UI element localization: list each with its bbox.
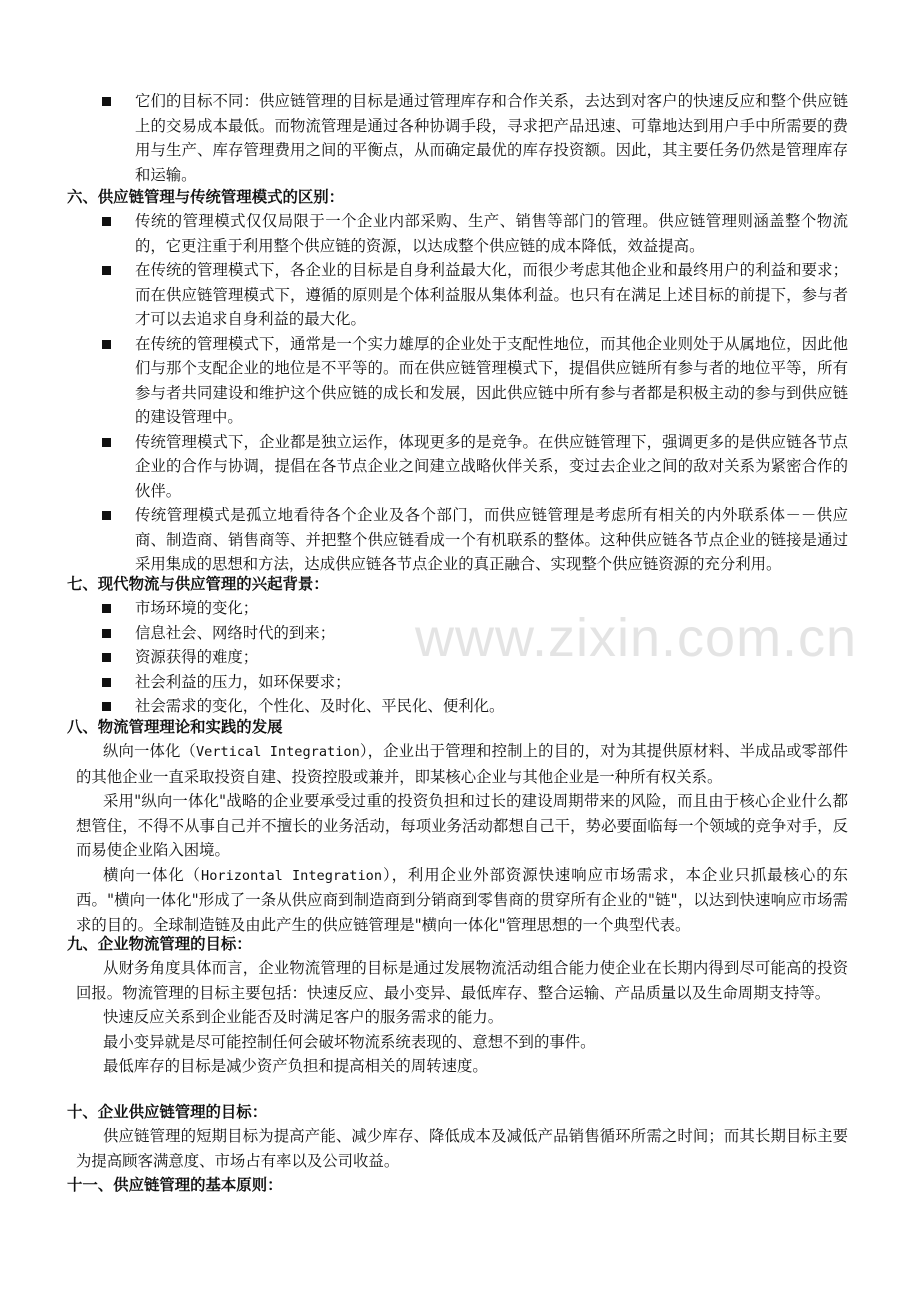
square-bullet-icon bbox=[102, 511, 111, 520]
list-item-text: 它们的目标不同：供应链管理的目标是通过管理库存和合作关系，去达到对客户的快速反应和整个供应链上的交易成本最低。而物流管理是通过各种协调手段，寻求把产品迅速、可靠地达到用户手中所需要的费用与生产、库存管理费用之间的平衡点，从而确定最优的库存投资额。因此，其主要任务仍然是管理库存和运输。 bbox=[135, 92, 848, 184]
list-item bbox=[76, 258, 848, 332]
paragraph-text: ），企业出于管理和控制上的目的，对为其提供原材料、半成品或零部件的其他企业一直采取投资自建、投资控股或兼并，即某核心企业与其他企业是一种所有权关系。 bbox=[76, 742, 848, 786]
list-item bbox=[76, 694, 848, 719]
section-8-heading: 八、物流管理理论和实践的发展 bbox=[67, 718, 283, 736]
term-english: Horizontal Integration bbox=[201, 867, 383, 884]
square-bullet-icon bbox=[102, 266, 111, 275]
square-bullet-icon bbox=[102, 340, 111, 349]
paragraph bbox=[76, 739, 848, 789]
paragraph: 采用"纵向一体化"战略的企业要承受过重的投资负担和过长的建设周期带来的风险，而且由于核心企业什么都想管住，不得不从事自己并不擅长的业务活动，每项业务活动都想自己干，势必要面临每一个领域的竞争对手，反而易使企业陷入困境。 bbox=[76, 792, 848, 859]
list-item-text: 传统的管理模式仅仅局限于一个企业内部采购、生产、销售等部门的管理。供应链管理则涵盖整个物流的，它更注重于利用整个供应链的资源，以达成整个供应链的成本降低，效益提高。 bbox=[135, 212, 848, 255]
paragraph: 从财务角度具体而言，企业物流管理的目标是通过发展物流活动组合能力使企业在长期内得到尽可能高的投资回报。物流管理的目标主要包括：快速反应、最小变异、最低库存、整合运输、产品质量以及生命周期支持等。 bbox=[76, 959, 848, 1002]
square-bullet-icon bbox=[102, 702, 111, 711]
square-bullet-icon bbox=[102, 97, 111, 106]
list-item bbox=[76, 430, 848, 504]
list-item-text: 在传统的管理模式下，通常是一个实力雄厚的企业处于支配性地位，而其他企业则处于从属地位，因此他们与那个支配企业的地位是不平等的。而在供应链管理模式下，提倡供应链所有参与者的地位平等，所有参与者共同建设和维护这个供应链的成长和发展，因此供应链中所有参与者都是积极主动的参与到供应链的建设管理中。 bbox=[135, 334, 848, 426]
paragraph: 最低库存的目标是减少资产负担和提高相关的周转速度。 bbox=[103, 1057, 488, 1075]
list-item-text: 社会利益的压力，如环保要求； bbox=[135, 672, 351, 691]
paragraph: 快速反应关系到企业能否及时满足客户的服务需求的能力。 bbox=[103, 1008, 504, 1026]
list-item-text: 信息社会、网络时代的到来； bbox=[135, 623, 336, 642]
section-6-heading: 六、供应链管理与传统管理模式的区别： bbox=[67, 188, 345, 206]
list-item-text: 社会需求的变化，个性化、及时化、平民化、便利化。 bbox=[135, 697, 505, 715]
list-item-text: 传统管理模式是孤立地看待各个企业及各个部门，而供应链管理是考虑所有相关的内外联系体－－供应商、制造商、销售商等、并把整个供应链看成一个有机联系的整体。这种供应链各节点企业的链接是通过采用集成的思想和方法，达成供应链各节点企业的真正融合、实现整个供应链资源的充分利用。 bbox=[135, 506, 848, 573]
section-9-body bbox=[76, 956, 848, 1079]
list-item bbox=[76, 645, 848, 670]
square-bullet-icon bbox=[102, 604, 111, 613]
paragraph: 供应链管理的短期目标为提高产能、减少库存、降低成本及减低产品销售循环所需之时间；而其长期目标主要为提高顾客满意度、市场占有率以及公司收益。 bbox=[76, 1127, 848, 1170]
term-english: Vertical Integration bbox=[195, 744, 360, 760]
section-10-body bbox=[76, 1124, 848, 1173]
watermark: www.zixin.com.cn bbox=[415, 608, 858, 668]
section-9-heading: 九、企业物流管理的目标： bbox=[67, 935, 252, 953]
section-7-list bbox=[76, 596, 848, 719]
paragraph-text: ），利用企业外部资源快速响应市场需求，本企业只抓最核心的东西。"横向一体化"形成了一条从供应商到制造商到分销商到零售商的贯穿所有企业的"链"，以达到快速响应市场需求的目的。全球制造链及由此产生的供应链管理是"横向一体化"管理思想的一个典型代表。 bbox=[76, 865, 848, 934]
list-item-text: 市场环境的变化； bbox=[135, 599, 259, 617]
paragraph: 最小变异就是尽可能控制任何会破坏物流系统表现的、意想不到的事件。 bbox=[103, 1032, 596, 1051]
section-7-heading: 七、现代物流与供应管理的兴起背景： bbox=[67, 575, 329, 593]
paragraph bbox=[76, 863, 848, 938]
square-bullet-icon bbox=[102, 438, 111, 447]
list-item-text: 传统管理模式下，企业都是独立运作，体现更多的是竞争。在供应链管理下，强调更多的是供应链各节点企业的合作与协调，提倡在各节点企业之间建立战略伙伴关系，变过去企业之间的敌对关系为紧密合作的伙伴。 bbox=[135, 432, 848, 500]
list-item bbox=[76, 89, 848, 187]
list-item bbox=[76, 332, 848, 430]
intro-bullet-block bbox=[76, 89, 848, 187]
list-item bbox=[76, 670, 848, 695]
paragraph-text: 横向一体化（ bbox=[103, 865, 202, 884]
section-8-body bbox=[76, 739, 848, 937]
section-6-list bbox=[76, 209, 848, 577]
list-item bbox=[76, 503, 848, 577]
list-item bbox=[76, 209, 848, 258]
section-11-heading: 十一、供应链管理的基本原则： bbox=[67, 1176, 283, 1194]
list-item bbox=[76, 596, 848, 621]
section-10-heading: 十、企业供应链管理的目标： bbox=[67, 1103, 268, 1121]
square-bullet-icon bbox=[102, 629, 111, 638]
square-bullet-icon bbox=[102, 653, 111, 662]
square-bullet-icon bbox=[102, 678, 111, 687]
list-item-text: 资源获得的难度； bbox=[135, 648, 259, 666]
list-item-text: 在传统的管理模式下，各企业的目标是自身利益最大化，而很少考虑其他企业和最终用户的利益和要求；而在供应链管理模式下，遵循的原则是个体利益服从集体利益。也只有在满足上述目标的前提下，参与者才可以去追求自身利益的最大化。 bbox=[135, 261, 848, 328]
list-item bbox=[76, 621, 848, 646]
square-bullet-icon bbox=[102, 217, 111, 226]
paragraph-text: 纵向一体化（ bbox=[103, 742, 196, 760]
